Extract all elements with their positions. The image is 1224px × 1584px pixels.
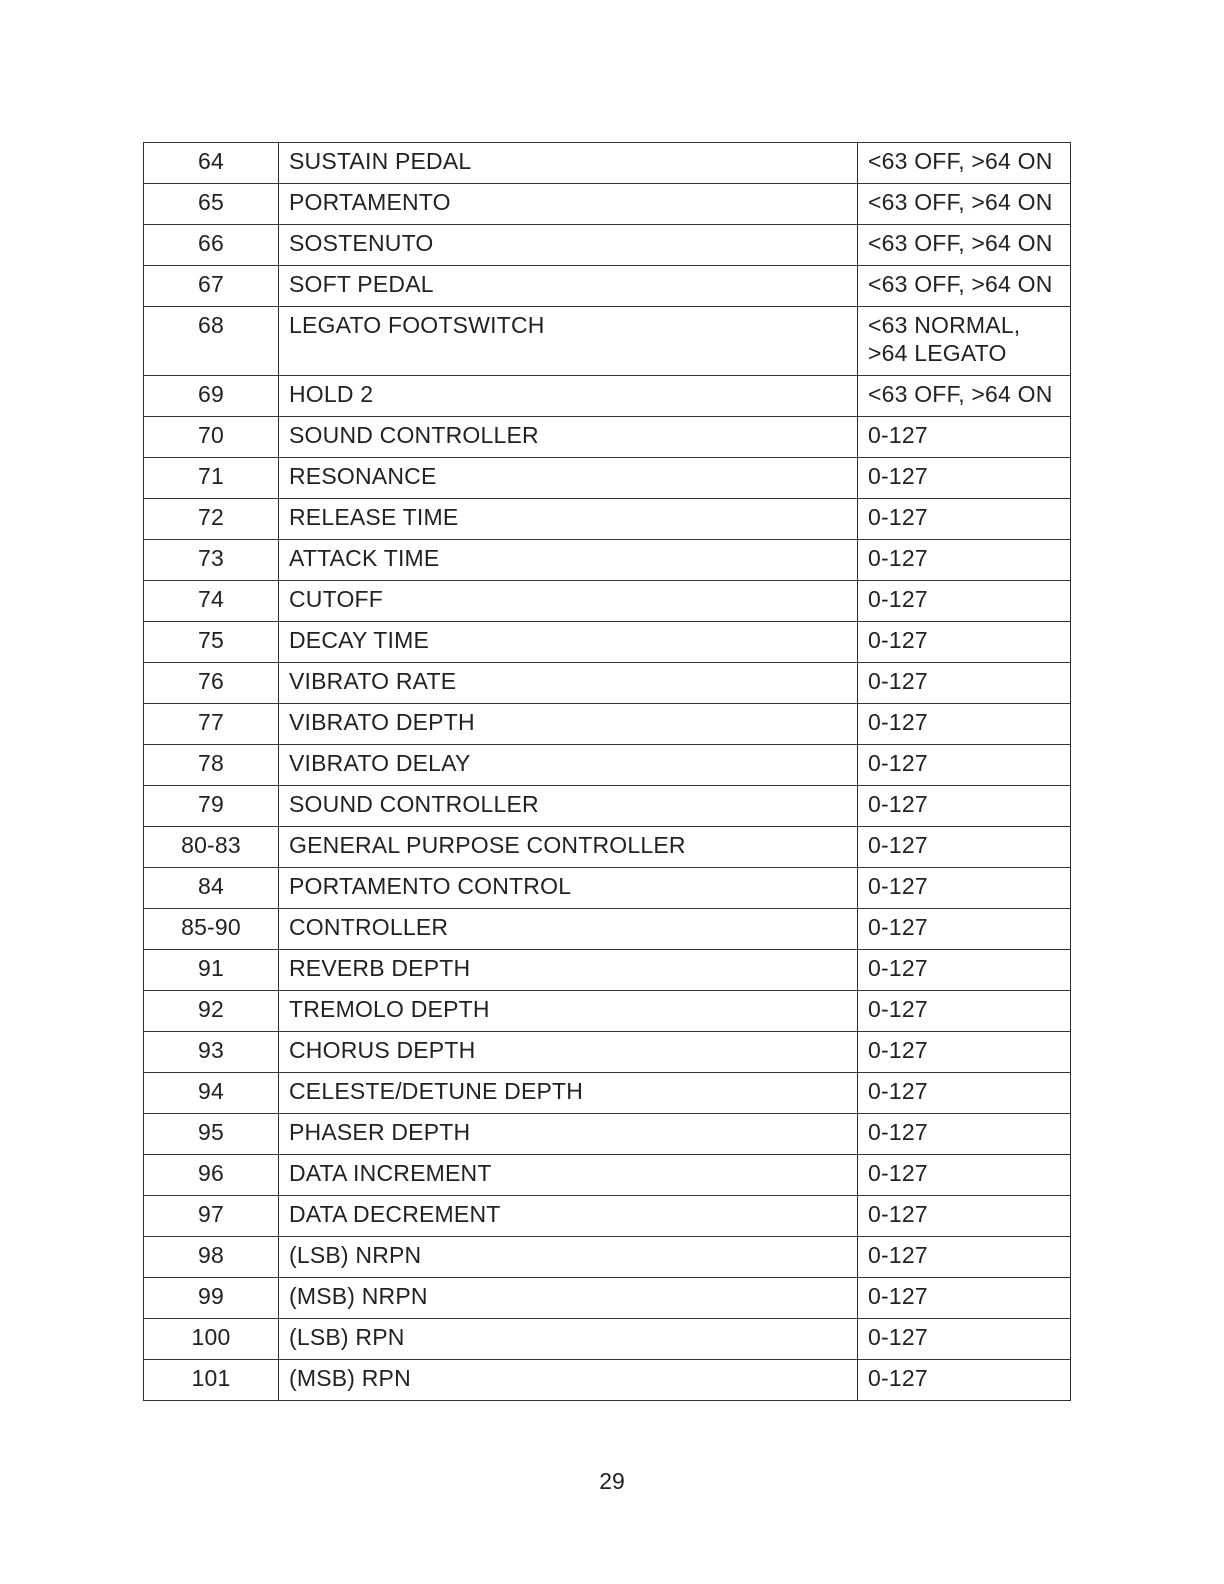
controller-name: PHASER DEPTH bbox=[279, 1114, 858, 1155]
controller-value: 0-127 bbox=[858, 868, 1071, 909]
controller-number: 74 bbox=[144, 581, 279, 622]
controller-number: 69 bbox=[144, 376, 279, 417]
table-row bbox=[144, 1114, 1071, 1155]
table-row bbox=[144, 266, 1071, 307]
controller-number: 84 bbox=[144, 868, 279, 909]
controller-value: 0-127 bbox=[858, 1196, 1071, 1237]
controller-value: 0-127 bbox=[858, 1360, 1071, 1401]
controller-name: REVERB DEPTH bbox=[279, 950, 858, 991]
table-row bbox=[144, 909, 1071, 950]
controller-name: SOFT PEDAL bbox=[279, 266, 858, 307]
controller-name: (MSB) RPN bbox=[279, 1360, 858, 1401]
table-row bbox=[144, 1032, 1071, 1073]
controller-name: DECAY TIME bbox=[279, 622, 858, 663]
controller-value: 0-127 bbox=[858, 540, 1071, 581]
controller-name: RESONANCE bbox=[279, 458, 858, 499]
controller-name: (LSB) RPN bbox=[279, 1319, 858, 1360]
controller-number: 92 bbox=[144, 991, 279, 1032]
controller-name: LEGATO FOOTSWITCH bbox=[279, 307, 858, 376]
controller-number: 78 bbox=[144, 745, 279, 786]
midi-controller-table bbox=[143, 142, 1071, 1401]
controller-value: 0-127 bbox=[858, 991, 1071, 1032]
controller-name: VIBRATO DEPTH bbox=[279, 704, 858, 745]
table-row bbox=[144, 827, 1071, 868]
controller-value: <63 OFF, >64 ON bbox=[858, 225, 1071, 266]
table-row bbox=[144, 458, 1071, 499]
controller-value: <63 OFF, >64 ON bbox=[858, 266, 1071, 307]
table-row bbox=[144, 745, 1071, 786]
controller-value: 0-127 bbox=[858, 786, 1071, 827]
controller-name: CUTOFF bbox=[279, 581, 858, 622]
controller-number: 73 bbox=[144, 540, 279, 581]
page-number: 29 bbox=[599, 1468, 625, 1494]
table-row bbox=[144, 1237, 1071, 1278]
controller-name: (LSB) NRPN bbox=[279, 1237, 858, 1278]
controller-number: 100 bbox=[144, 1319, 279, 1360]
controller-number: 70 bbox=[144, 417, 279, 458]
controller-value: 0-127 bbox=[858, 909, 1071, 950]
controller-number: 101 bbox=[144, 1360, 279, 1401]
controller-name: GENERAL PURPOSE CONTROLLER bbox=[279, 827, 858, 868]
controller-name: SOUND CONTROLLER bbox=[279, 417, 858, 458]
controller-number: 97 bbox=[144, 1196, 279, 1237]
controller-number: 91 bbox=[144, 950, 279, 991]
controller-number: 64 bbox=[144, 143, 279, 184]
table-row bbox=[144, 622, 1071, 663]
controller-name: SOUND CONTROLLER bbox=[279, 786, 858, 827]
controller-number: 75 bbox=[144, 622, 279, 663]
table-row bbox=[144, 376, 1071, 417]
table-row bbox=[144, 225, 1071, 266]
table-row bbox=[144, 1278, 1071, 1319]
controller-value: 0-127 bbox=[858, 1237, 1071, 1278]
table-row bbox=[144, 581, 1071, 622]
controller-name: DATA INCREMENT bbox=[279, 1155, 858, 1196]
controller-value: 0-127 bbox=[858, 499, 1071, 540]
controller-name: SUSTAIN PEDAL bbox=[279, 143, 858, 184]
controller-number: 67 bbox=[144, 266, 279, 307]
controller-number: 72 bbox=[144, 499, 279, 540]
table-row bbox=[144, 950, 1071, 991]
controller-name: VIBRATO DELAY bbox=[279, 745, 858, 786]
controller-name: CELESTE/DETUNE DEPTH bbox=[279, 1073, 858, 1114]
controller-name: DATA DECREMENT bbox=[279, 1196, 858, 1237]
table-row bbox=[144, 143, 1071, 184]
table-row bbox=[144, 1360, 1071, 1401]
controller-value: <63 OFF, >64 ON bbox=[858, 376, 1071, 417]
controller-name: CHORUS DEPTH bbox=[279, 1032, 858, 1073]
controller-value: 0-127 bbox=[858, 1032, 1071, 1073]
controller-value: 0-127 bbox=[858, 417, 1071, 458]
controller-number: 85-90 bbox=[144, 909, 279, 950]
controller-value: 0-127 bbox=[858, 745, 1071, 786]
controller-number: 68 bbox=[144, 307, 279, 376]
controller-name: VIBRATO RATE bbox=[279, 663, 858, 704]
table-body bbox=[144, 143, 1071, 1401]
controller-name: CONTROLLER bbox=[279, 909, 858, 950]
table-row bbox=[144, 704, 1071, 745]
controller-number: 71 bbox=[144, 458, 279, 499]
controller-value: 0-127 bbox=[858, 1155, 1071, 1196]
controller-number: 98 bbox=[144, 1237, 279, 1278]
controller-value: 0-127 bbox=[858, 458, 1071, 499]
controller-value: 0-127 bbox=[858, 581, 1071, 622]
controller-name: PORTAMENTO CONTROL bbox=[279, 868, 858, 909]
controller-value: 0-127 bbox=[858, 827, 1071, 868]
table-row bbox=[144, 499, 1071, 540]
controller-value: <63 OFF, >64 ON bbox=[858, 184, 1071, 225]
controller-name: RELEASE TIME bbox=[279, 499, 858, 540]
table-row bbox=[144, 991, 1071, 1032]
table-row bbox=[144, 786, 1071, 827]
controller-name: HOLD 2 bbox=[279, 376, 858, 417]
table-row bbox=[144, 868, 1071, 909]
table-row bbox=[144, 1155, 1071, 1196]
controller-number: 76 bbox=[144, 663, 279, 704]
controller-value: 0-127 bbox=[858, 1319, 1071, 1360]
controller-name: (MSB) NRPN bbox=[279, 1278, 858, 1319]
table-row bbox=[144, 307, 1071, 376]
controller-value: <63 NORMAL, >64 LEGATO bbox=[858, 307, 1071, 376]
controller-number: 94 bbox=[144, 1073, 279, 1114]
controller-name: TREMOLO DEPTH bbox=[279, 991, 858, 1032]
table-row bbox=[144, 1196, 1071, 1237]
controller-value: 0-127 bbox=[858, 622, 1071, 663]
table-row bbox=[144, 417, 1071, 458]
table-row bbox=[144, 1319, 1071, 1360]
table-row bbox=[144, 540, 1071, 581]
controller-name: ATTACK TIME bbox=[279, 540, 858, 581]
controller-value: 0-127 bbox=[858, 663, 1071, 704]
controller-number: 96 bbox=[144, 1155, 279, 1196]
controller-value: 0-127 bbox=[858, 1073, 1071, 1114]
table-row bbox=[144, 663, 1071, 704]
controller-name: PORTAMENTO bbox=[279, 184, 858, 225]
controller-value: 0-127 bbox=[858, 704, 1071, 745]
controller-value: 0-127 bbox=[858, 950, 1071, 991]
controller-number: 80-83 bbox=[144, 827, 279, 868]
controller-number: 77 bbox=[144, 704, 279, 745]
controller-value: 0-127 bbox=[858, 1278, 1071, 1319]
table-row bbox=[144, 184, 1071, 225]
controller-number: 79 bbox=[144, 786, 279, 827]
controller-number: 95 bbox=[144, 1114, 279, 1155]
controller-number: 99 bbox=[144, 1278, 279, 1319]
table-row bbox=[144, 1073, 1071, 1114]
controller-name: SOSTENUTO bbox=[279, 225, 858, 266]
controller-value: 0-127 bbox=[858, 1114, 1071, 1155]
controller-number: 93 bbox=[144, 1032, 279, 1073]
controller-number: 66 bbox=[144, 225, 279, 266]
controller-value: <63 OFF, >64 ON bbox=[858, 143, 1071, 184]
controller-number: 65 bbox=[144, 184, 279, 225]
